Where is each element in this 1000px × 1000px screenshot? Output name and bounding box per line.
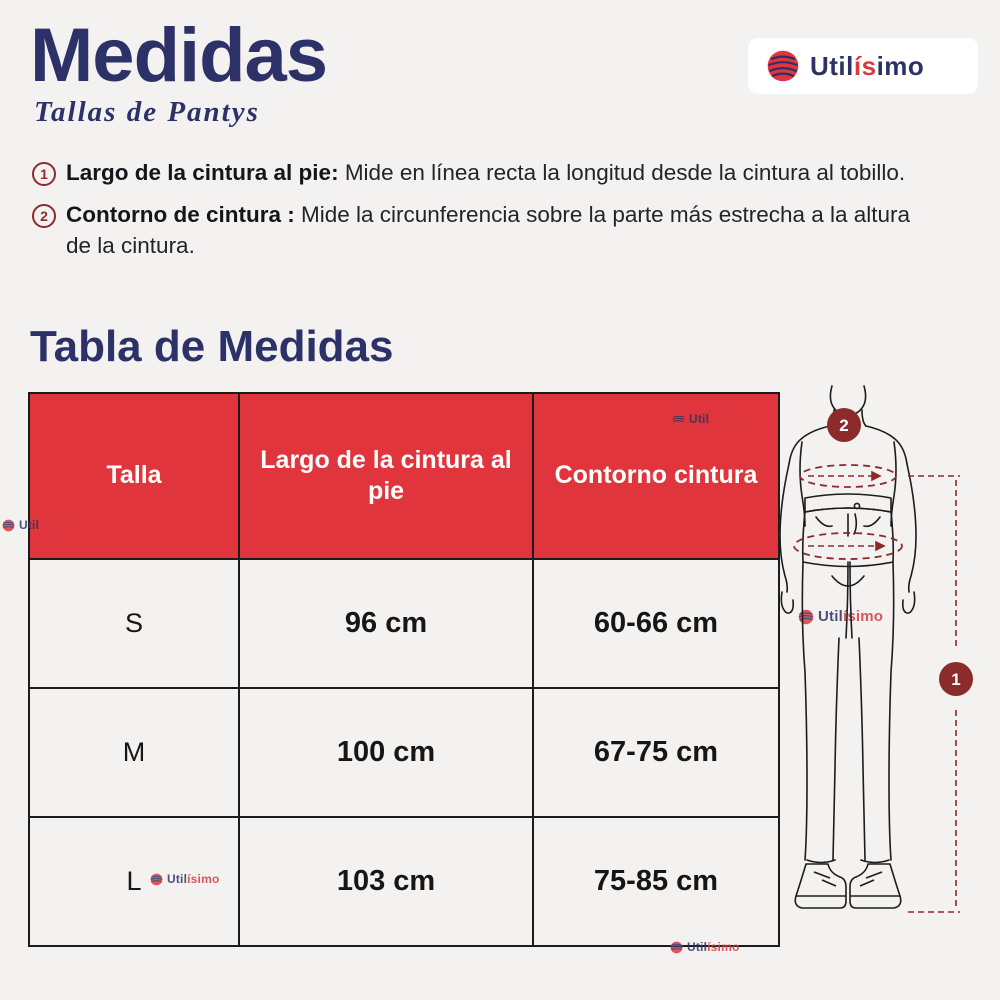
watermark-text: Utilísimo: [167, 872, 220, 886]
instruction-item: [32, 200, 912, 261]
size-table: [28, 392, 780, 947]
cell-talla: M: [29, 688, 239, 817]
brand-text-part3: imo: [876, 50, 925, 81]
shoe-right: [850, 864, 901, 908]
header-title-block: [30, 13, 328, 129]
cell-talla: S: [29, 559, 239, 688]
instruction-number-badge: 2: [32, 204, 56, 228]
table-header-row: [29, 393, 779, 559]
brand-text-part1: Util: [810, 50, 854, 81]
cell-talla: L: [29, 817, 239, 946]
table-body: [29, 559, 779, 946]
brand-text-part2: ís: [853, 50, 877, 81]
svg-text:2: 2: [839, 416, 849, 435]
instruction-description: Mide la circunferencia sobre la parte más estrecha a la altura de la cintura.: [66, 202, 911, 258]
instruction-text: [66, 158, 905, 188]
table-row: [29, 559, 779, 688]
table-column-contorno: Contorno cintura: [533, 393, 779, 559]
instruction-description: Mide en línea recta la longitud desde la cintura al tobillo.: [338, 160, 906, 185]
instruction-item: [32, 158, 912, 188]
instruction-label: Contorno de cintura :: [66, 202, 295, 228]
page-title: Medidas: [30, 13, 328, 98]
svg-text:1: 1: [951, 670, 961, 689]
table-column-talla: Talla: [29, 393, 239, 559]
table-header: [29, 393, 779, 559]
page-subtitle: Tallas de Pantys: [34, 96, 260, 128]
watermark-text: Utilísimo: [687, 940, 740, 954]
utilisimo-sphere-icon: [2, 519, 15, 532]
instructions-list: [32, 158, 912, 273]
measurement-illustration: [712, 380, 992, 970]
woman-figure-diagram: [712, 380, 992, 970]
cell-contorno: 60-66 cm: [533, 559, 779, 688]
table-row: [29, 688, 779, 817]
table-row: [29, 817, 779, 946]
cell-largo: 96 cm: [239, 559, 533, 688]
cell-largo: 100 cm: [239, 688, 533, 817]
instruction-label: Largo de la cintura al pie:: [66, 160, 339, 185]
utilisimo-sphere-icon: [766, 49, 800, 83]
badge-length-circle: [939, 662, 973, 696]
badge-waist-circle: [827, 408, 861, 442]
instruction-text: [66, 200, 912, 261]
watermark-text: Utilísimo: [818, 608, 884, 625]
instruction-number-badge: 1: [32, 162, 56, 186]
shoe-left: [795, 864, 846, 908]
cell-largo: 103 cm: [239, 817, 533, 946]
cell-contorno: 67-75 cm: [533, 688, 779, 817]
cell-contorno: 75-85 cm: [533, 817, 779, 946]
table-heading: Tabla de Medidas: [30, 322, 394, 371]
brand-text: [810, 51, 924, 82]
watermark-text: Utilísimo: [689, 412, 742, 426]
watermark-text: Utilísimo: [19, 518, 72, 532]
brand-logo: [748, 38, 978, 94]
table-column-largo: Largo de la cintura al pie: [239, 393, 533, 559]
